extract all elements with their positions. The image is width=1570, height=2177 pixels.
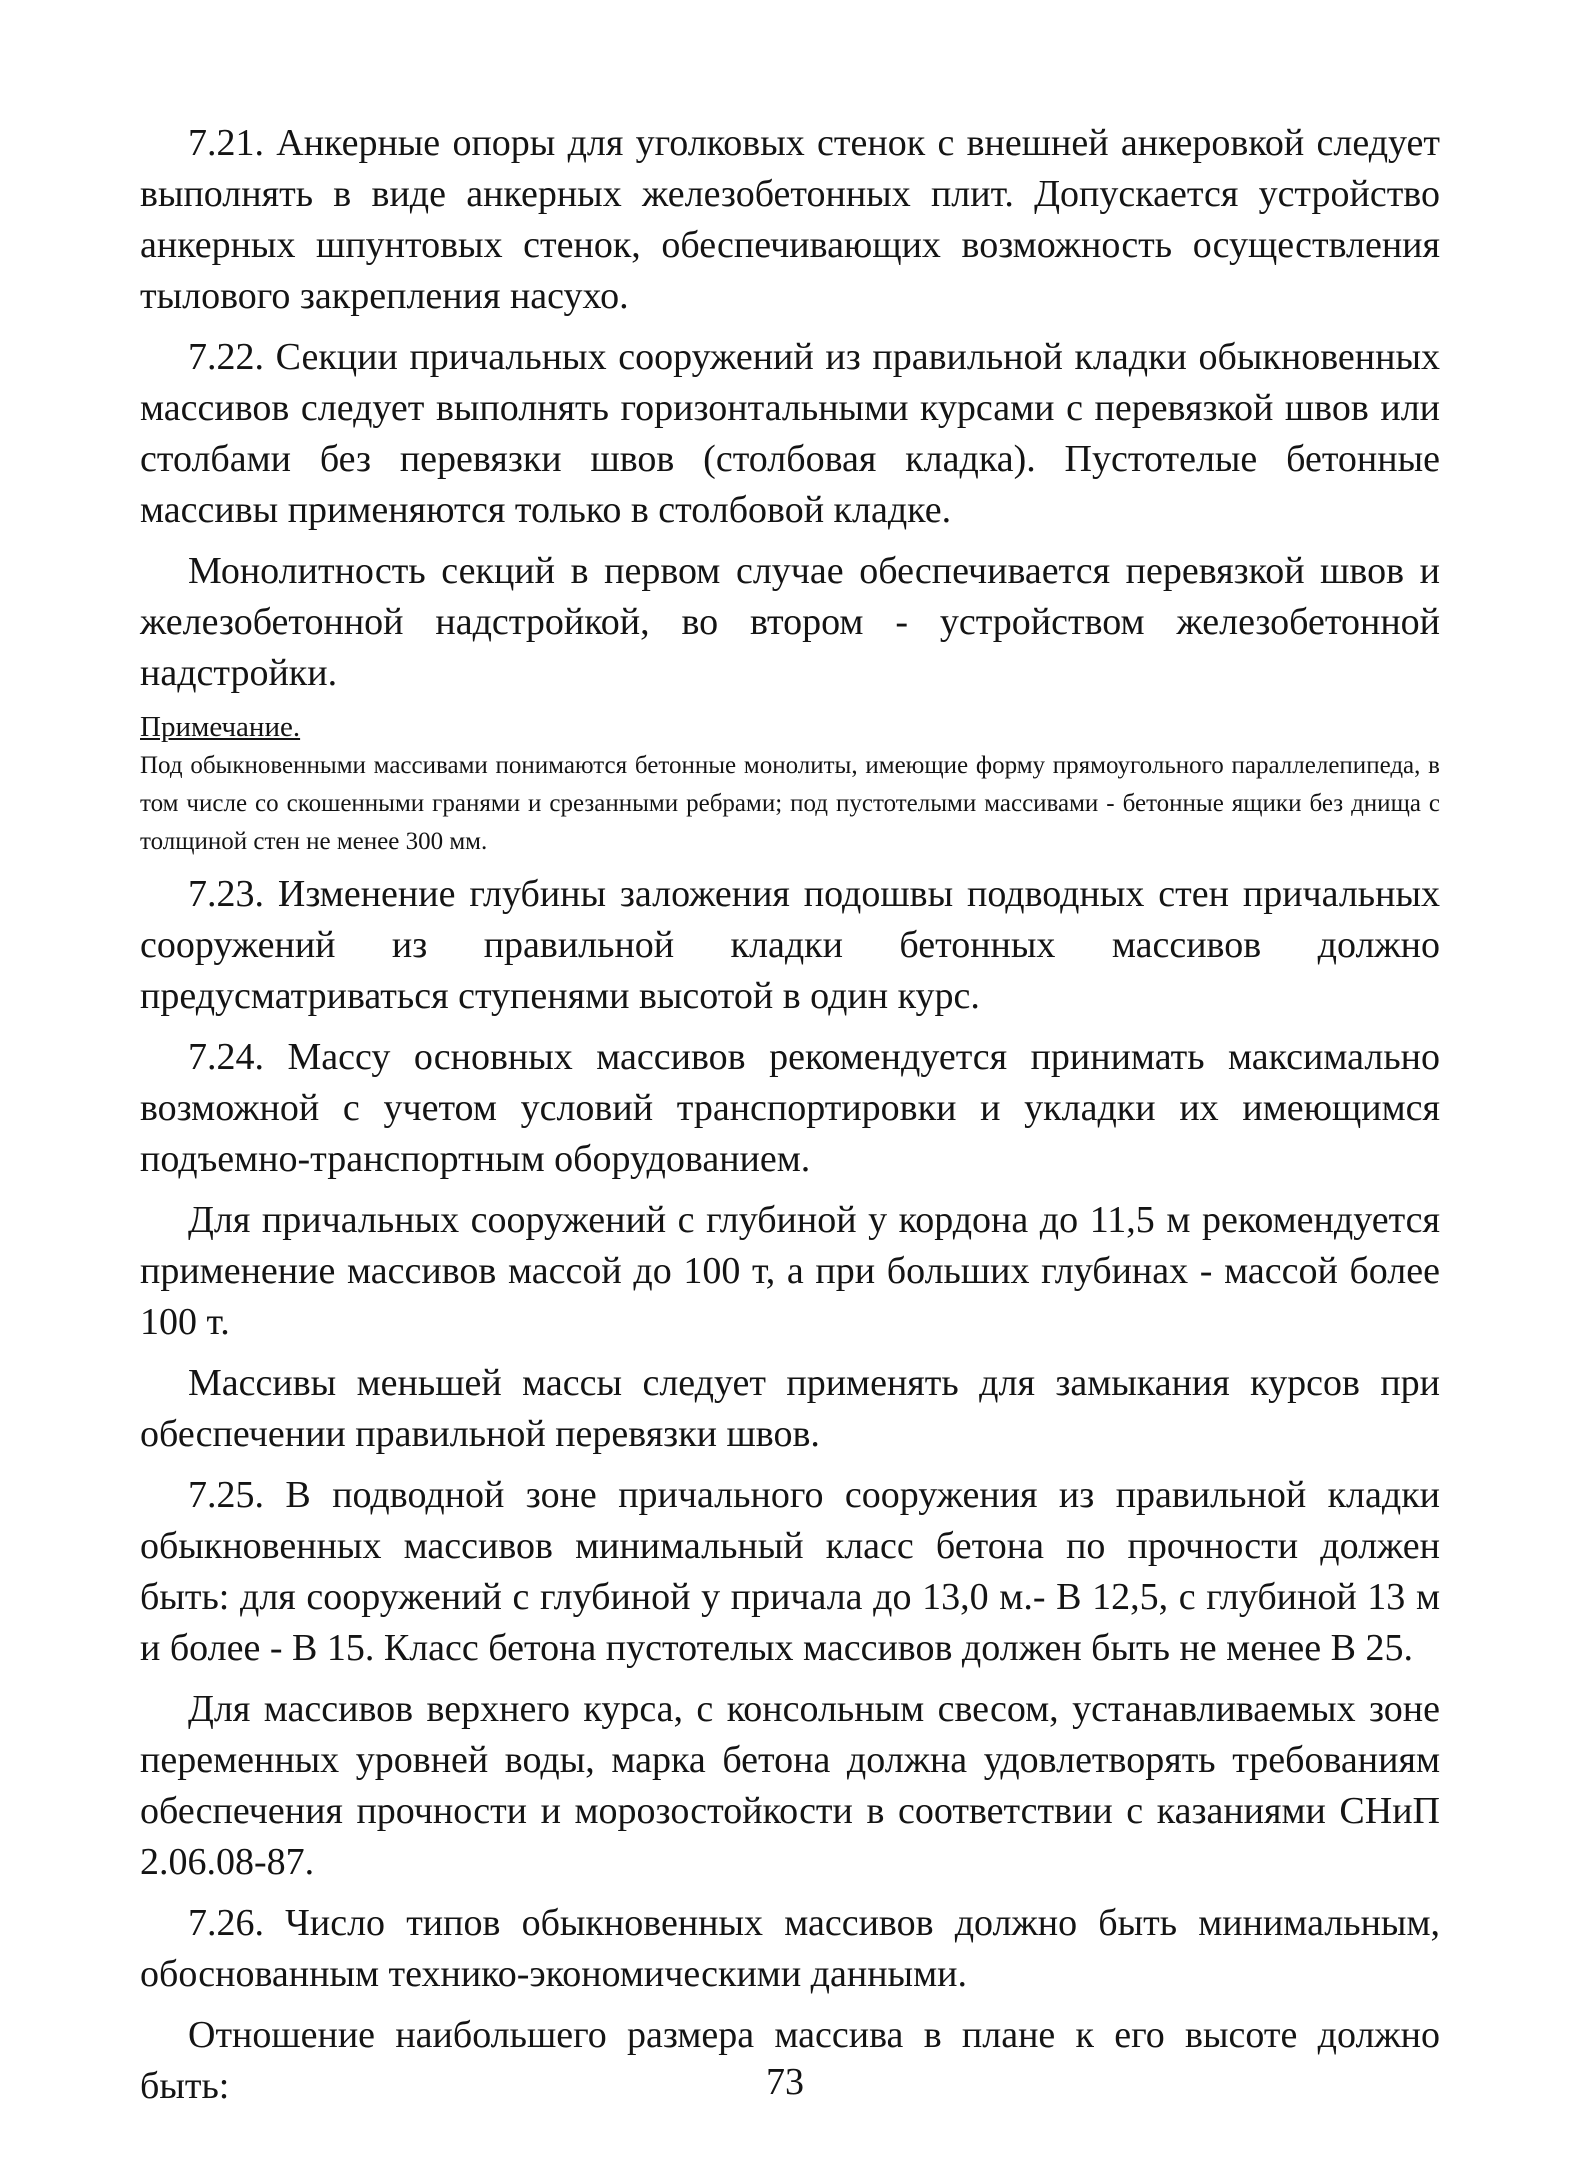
paragraph-7-23: 7.23. Изменение глубины заложения подошвы подводных стен причальных сооружений из правильной кладки бетонных массивов должно предусматриваться ступенями высотой в один курс. — [140, 873, 1440, 1017]
paragraph-7-26: 7.26. Число типов обыкновенных массивов должно быть минимальным, обоснованным технико-экономическими данными. — [140, 1902, 1440, 1995]
paragraph-7-22: 7.22. Секции причальных сооружений из правильной кладки обыкновенных массивов следует выполнять горизонтальными курсами с перевязкой швов или столбами без перевязки швов (столбовая кладка). Пустотелые бетонные массивы применяются только в столбовой кладке. — [140, 336, 1440, 531]
paragraph-smaller-mass: Массивы меньшей массы следует применять для замыкания курсов при обеспечении правильной перевязки швов. — [140, 1362, 1440, 1455]
paragraph-7-25: 7.25. В подводной зоне причального сооружения из правильной кладки обыкновенных массивов минимальный класс бетона по прочности должен быть: для сооружений с глубиной у причала до 13,0 м.- В 12,5, с глубиной 13 м и более - В 15. Класс бетона пустотелых массивов должен быть не менее В 25. — [140, 1474, 1440, 1669]
paragraph-ratio: Отношение наибольшего размера массива в плане к его высоте должно быть: — [140, 2014, 1440, 2107]
paragraph-monolithic: Монолитность секций в первом случае обеспечивается перевязкой швов и железобетонной надстройкой, во втором - устройством железобетонной надстройки. — [140, 550, 1440, 694]
page-number: 73 — [766, 2061, 804, 2103]
paragraph-7-24: 7.24. Массу основных массивов рекомендуется принимать максимально возможной с учетом условий транспортировки и укладки их имеющимся подъемно-транспортным оборудованием. — [140, 1036, 1440, 1180]
note-text: Под обыкновенными массивами понимаются бетонные монолиты, имеющие форму прямоугольного параллелепипеда, в том числе со скошенными гранями и срезанными ребрами; под пустотелыми массивами - бетонные ящики без днища с толщиной стен не менее 300 мм. — [140, 752, 1440, 855]
paragraph-depth-mass: Для причальных сооружений с глубиной у кордона до 11,5 м рекомендуется применение массивов массой до 100 т, а при больших глубинах - массой более 100 т. — [140, 1199, 1440, 1343]
paragraph-upper-course: Для массивов верхнего курса, с консольным свесом, устанавливаемых зоне переменных уровней воды, марка бетона должна удовлетворять требованиям обеспечения прочности и морозостойкости в соответствии с казаниями СНиП 2.06.08-87. — [140, 1688, 1440, 1883]
document-page — [140, 118, 1440, 2122]
note-title: Примечание. — [140, 711, 301, 743]
paragraph-7-21: 7.21. Анкерные опоры для уголковых стенок с внешней анкеровкой следует выполнять в виде анкерных железобетонных плит. Допускается устройство анкерных шпунтовых стенок, обеспечивающих возможность осуществления тылового закрепления насухо. — [140, 122, 1440, 317]
